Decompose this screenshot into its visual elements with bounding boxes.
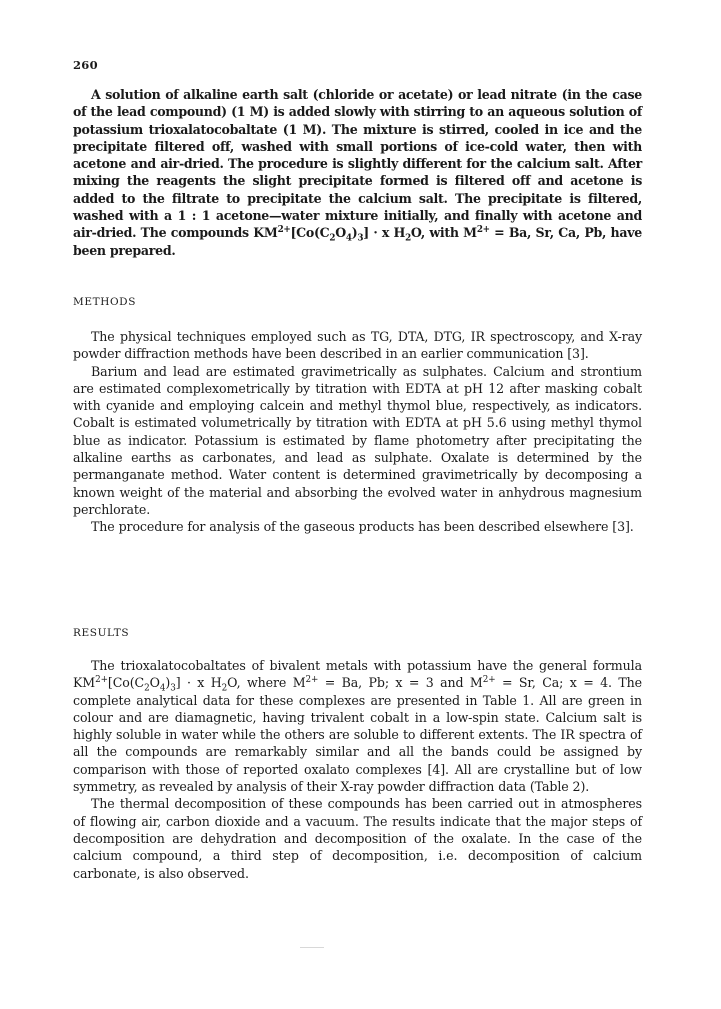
formula-text: ) [351, 225, 358, 241]
formula-subscript: 2 [221, 683, 228, 694]
formula-subscript: 3 [357, 233, 364, 244]
formula-text: [Co(C [107, 675, 145, 691]
formula-superscript: 2+ [482, 675, 496, 686]
formula-text: O, with M [410, 225, 477, 241]
methods-paragraph-2: Barium and lead are estimated gravimetrically as sulphates. Calcium and strontium are estimated complexometrically by titration with EDTA at pH 12 after masking cobalt with cyanide and employing calcein and methyl thymol blue, respectively, as indicators. Cobalt is estimated volumetrically by titration with EDTA at pH 5.6 using methyl thymol blue as indicator. Potassium is estimated by flame photometry after precipitating the alkaline earths as carbonates, and lead as sulphate. Oxalate is determined by the permanganate method. Water content is determined gravimetrically by decomposing a known weight of the material and absorbing the evolved water in anhydrous magnesium perchlorate. [73, 363, 642, 517]
results-section [73, 657, 642, 882]
formula-text: [Co(C [290, 225, 330, 241]
formula-superscript: 2+ [277, 225, 291, 236]
results-paragraph-2: The thermal decomposition of these compounds has been carried out in atmospheres of flowing air, carbon dioxide and a vacuum. The results indicate that the major steps of decomposition are dehydration and decomposition of the oxalate. In the case of the calcium compound, a third step of decomposition, i.e. decomposition of calcium carbonate, is also observed. [73, 796, 642, 881]
formula-superscript: 2+ [95, 675, 108, 686]
results-text: = Sr, Ca; x = 4. The complete analytical data for these complexes are presented in Table 1. All are green in colour and are diamagnetic, having trivalent cobalt in a low-spin state. Calcium salt is highly soluble in water while the others are soluble to different extents. The IR spectra of all the compounds are remarkably similar and all the bands could be assigned by comparison with those of reported oxalato complexes [4]. All are crystalline but of low symmetry, as revealed by analysis of their X-ray powder diffraction data (Table 2). [73, 675, 642, 795]
methods-heading: METHODS [73, 296, 136, 308]
formula-text: O [335, 225, 346, 241]
footer-rule [300, 947, 324, 948]
formula-text: O [149, 675, 160, 691]
formula-text: KM [253, 225, 278, 241]
results-paragraph-1 [73, 657, 642, 795]
methods-paragraph-3: The procedure for analysis of the gaseous products has been described elsewhere [3]. [91, 519, 634, 535]
formula-text: ) [165, 675, 171, 691]
formula-text: = Ba, Pb; x = 3 and M [318, 675, 483, 691]
formula-text: O, where M [227, 675, 306, 691]
formula-subscript: 4 [345, 233, 352, 244]
formula-subscript: 3 [170, 683, 176, 694]
methods-section [73, 328, 642, 536]
formula-superscript: 2+ [305, 675, 319, 686]
results-text: The trioxalatocobaltates of bivalent metals with potassium have the general formula KM [73, 658, 642, 691]
preparation-paragraph [73, 86, 642, 259]
formula-text: = Ba, Sr, Ca, Pb, have been prepared. [73, 225, 642, 258]
results-heading: RESULTS [73, 627, 130, 639]
page-number: 260 [73, 58, 98, 72]
formula-subscript: 2 [405, 233, 411, 244]
formula-subscript: 2 [329, 233, 336, 244]
formula-text: ] · x H [363, 225, 406, 241]
formula-subscript: 2 [144, 683, 150, 694]
formula-subscript: 4 [159, 683, 166, 694]
preparation-section [73, 86, 642, 259]
preparation-text: A solution of alkaline earth salt (chloride or acetate) or lead nitrate (in the case of the lead compound) (1 M) is added slowly with stirring to an aqueous solution of potassium trioxalatocobaltate (1 M). The mixture is stirred, cooled in ice and the precipitate filtered off, washed with small portions of ice-cold water, then with acetone and air-dried. The procedure is slightly different for the calcium salt. After mixing the reagents the slight precipitate formed is filtered off and acetone is added to the filtrate to precipitate the calcium salt. The precipitate is filtered, washed with a 1 : 1 acetone—water mixture initially, and finally with acetone and air-dried. The compounds [73, 87, 642, 241]
methods-paragraph-1: The physical techniques employed such as TG, DTA, DTG, IR spectroscopy, and X-ray powder diffraction methods have been described in an earlier communication [3]. [73, 329, 642, 362]
formula-text: ] · x H [175, 675, 222, 691]
formula-superscript: 2+ [476, 225, 490, 236]
